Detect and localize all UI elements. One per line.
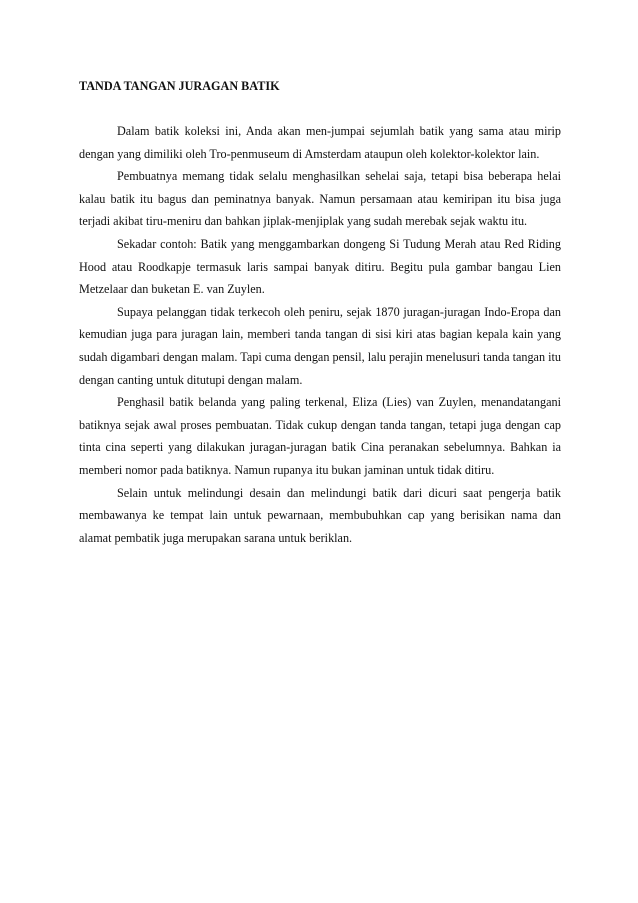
paragraph-1: Dalam batik koleksi ini, Anda akan men-jumpai sejumlah batik yang sama atau mirip dengan yang dimiliki oleh Tro-penmuseum di Amsterdam ataupun oleh kolektor-kolektor lain.: [79, 124, 561, 161]
paragraph-5: Penghasil batik belanda yang paling terkenal, Eliza (Lies) van Zuylen, menandatangani batiknya sejak awal proses pembuatan. Tidak cukup dengan tanda tangan, tetapi juga dengan cap tinta cina seperti yang dilakukan juragan-juragan batik Cina peranakan sebelumnya. Bahkan ia memberi nomor pada batiknya. Namun rupanya itu bukan jaminan untuk tidak ditiru.: [79, 395, 561, 477]
paragraph-2: Pembuatnya memang tidak selalu menghasilkan sehelai saja, tetapi bisa beberapa helai kalau batik itu bagus dan peminatnya banyak. Namun persamaan atau kemiripan itu bisa juga terjadi akibat tiru-meniru dan bahkan jiplak-menjiplak yang sudah merebak sejak waktu itu.: [79, 169, 561, 229]
paragraph-3: Sekadar contoh: Batik yang menggambarkan dongeng Si Tudung Merah atau Red Riding Hood atau Roodkapje termasuk laris sampai banyak ditiru. Begitu pula gambar bangau Lien Metzelaar dan buketan E. van Zuylen.: [79, 236, 561, 297]
paragraph-6: Selain untuk melindungi desain dan melindungi batik dari dicuri saat pengerja batik membawanya ke tempat lain untuk pewarnaan, membubuhkan cap yang berisikan nama dan alamat pembatik juga merupakan sarana untuk beriklan.: [79, 485, 561, 545]
document-title: TANDA TANGAN JURAGAN BATIK: [79, 79, 280, 93]
document-body: [79, 78, 561, 549]
paragraph-4: Supaya pelanggan tidak terkecoh oleh peniru, sejak 1870 juragan-juragan Indo-Eropa dan kemudian juga para juragan lain, memberi tanda tangan di sisi kiri atas bagian kepala kain yang sudah digambari dengan malam. Tapi cuma dengan pensil, lalu perajin menelusuri tanda tangan itu dengan canting untuk ditutupi dengan malam.: [79, 304, 561, 387]
